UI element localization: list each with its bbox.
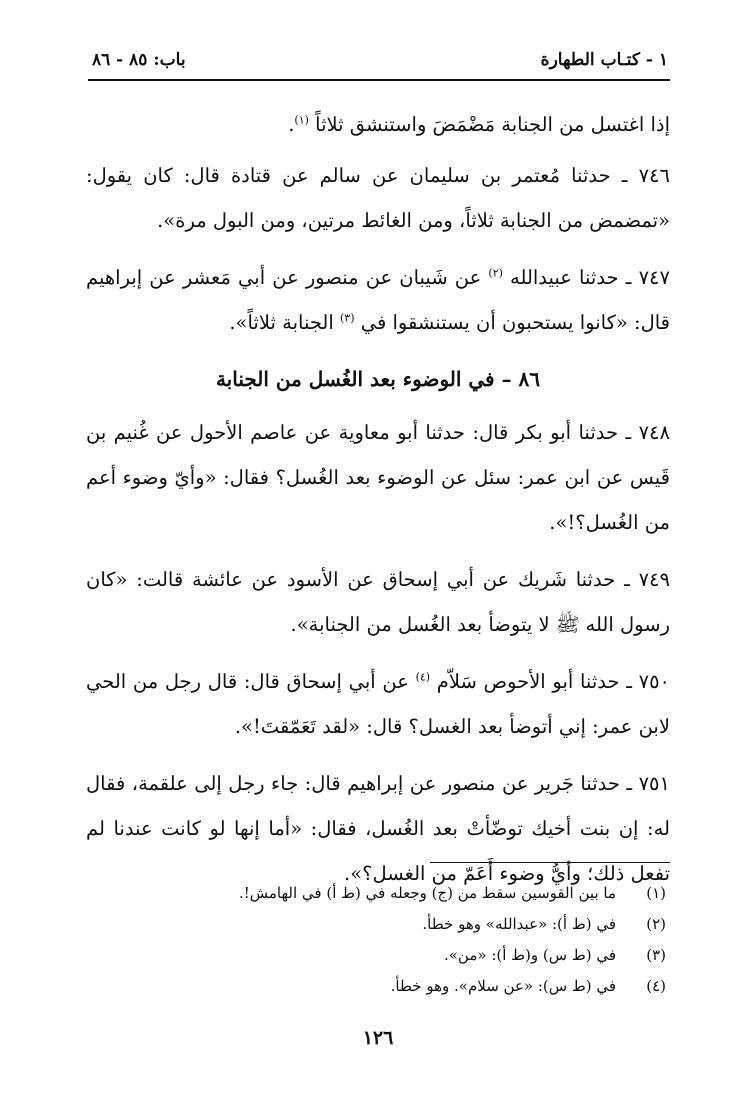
footnote-divider xyxy=(430,862,670,863)
footnote-item xyxy=(86,878,666,909)
footnote-marker: (٣) xyxy=(339,311,355,325)
footnote-marker: (١) xyxy=(294,113,309,127)
chapter-title: ١ - كتـاب الطهارة xyxy=(540,50,668,70)
hadith-749: ٧٤٩ ـ حدثنا شَريك عن أبي إسحاق عن الأسود عن عائشة قالت: «كان رسول الله ﷺ لا يتوضأ بعد الغُسل من الجنابة». xyxy=(86,568,670,636)
footnote-marker: (٤) xyxy=(415,670,431,684)
hadith-750: ٧٥٠ ـ حدثنا أبو الأحوص سَلاّم $^{(٤)}$ عن أبي إسحاق قال: قال رجل من الحي لابن عمر: إني أتوضأ بعد الغسل؟ قال: «لقد تَعَمّقتَ!». xyxy=(86,670,671,738)
footnote-number: (١) xyxy=(646,884,666,902)
hadith-748: ٧٤٨ ـ حدثنا أبو بكر قال: حدثنا أبو معاوية عن عاصم الأحول عن غُنيم بن قَيس عن ابن عمر: سئل عن الوضوء بعد الغُسل؟ فقال: «وأيّ وضوء أعم من الغُسل؟!». xyxy=(86,421,670,534)
footnote-marker: (٢) xyxy=(488,266,503,280)
main-text xyxy=(86,102,670,908)
footnotes xyxy=(86,878,666,1002)
hadith-751: ٧٥١ ـ حدثنا جَرير عن منصور عن إبراهيم قال: جاء رجل إلى علقمة، فقال له: إن بنت أخيك توضّأتْ بعد الغُسل، فقال: «أما إنها لو كانت عندنا لم تفعل ذلك؛ وأيُّ وضوء أَعَمّ من الغسل؟». xyxy=(86,772,670,885)
footnote-text: ما بين القوسين سقط من (ج) وجعله في (ط أ) في الهامش!. xyxy=(238,884,616,902)
hadith-747: ٧٤٧ ـ حدثنا عبيدالله $^{(٢)}$ عن شَيبان عن منصور عن أبي مَعشر عن إبراهيم قال: «كانوا يستحبون أن يستنشقوا في $^{(٣)}$ الجنابة ثلاثاً». xyxy=(86,266,670,334)
paragraph-continuation: إذا اغتسل من الجنابة مَضْمَضَ واستنشق ثلاثاً $^{(١)}$. xyxy=(288,113,670,136)
section-reference: باب: ٨٥ - ٨٦ xyxy=(92,50,186,70)
footnote-number: (٢) xyxy=(646,915,666,933)
footnote-item xyxy=(86,909,666,940)
page-number: ١٢٦ xyxy=(362,1027,394,1049)
hadith-746: ٧٤٦ ـ حدثنا مُعتمر بن سليمان عن سالم عن قتادة قال: كان يقول: «تمضمض من الجنابة ثلاثاً، ومن الغائط مرتين، ومن البول مرة». xyxy=(86,164,670,232)
footnote-text: في (ط أ): «عبدالله» وهو خطأ. xyxy=(422,915,616,933)
header-divider xyxy=(88,79,670,81)
footnote-item xyxy=(86,971,666,1002)
running-header xyxy=(92,46,668,74)
section-heading: ٨٦ – في الوضوء بعد الغُسل من الجنابة xyxy=(215,367,541,391)
footnote-text: في (ط س) و(ط أ): «من». xyxy=(443,946,616,964)
footnote-number: (٤) xyxy=(646,977,666,995)
footnote-text: في (ط س): «عن سلام». وهو خطأ. xyxy=(390,977,616,995)
footnote-item xyxy=(86,940,666,971)
footnote-number: (٣) xyxy=(646,946,666,964)
